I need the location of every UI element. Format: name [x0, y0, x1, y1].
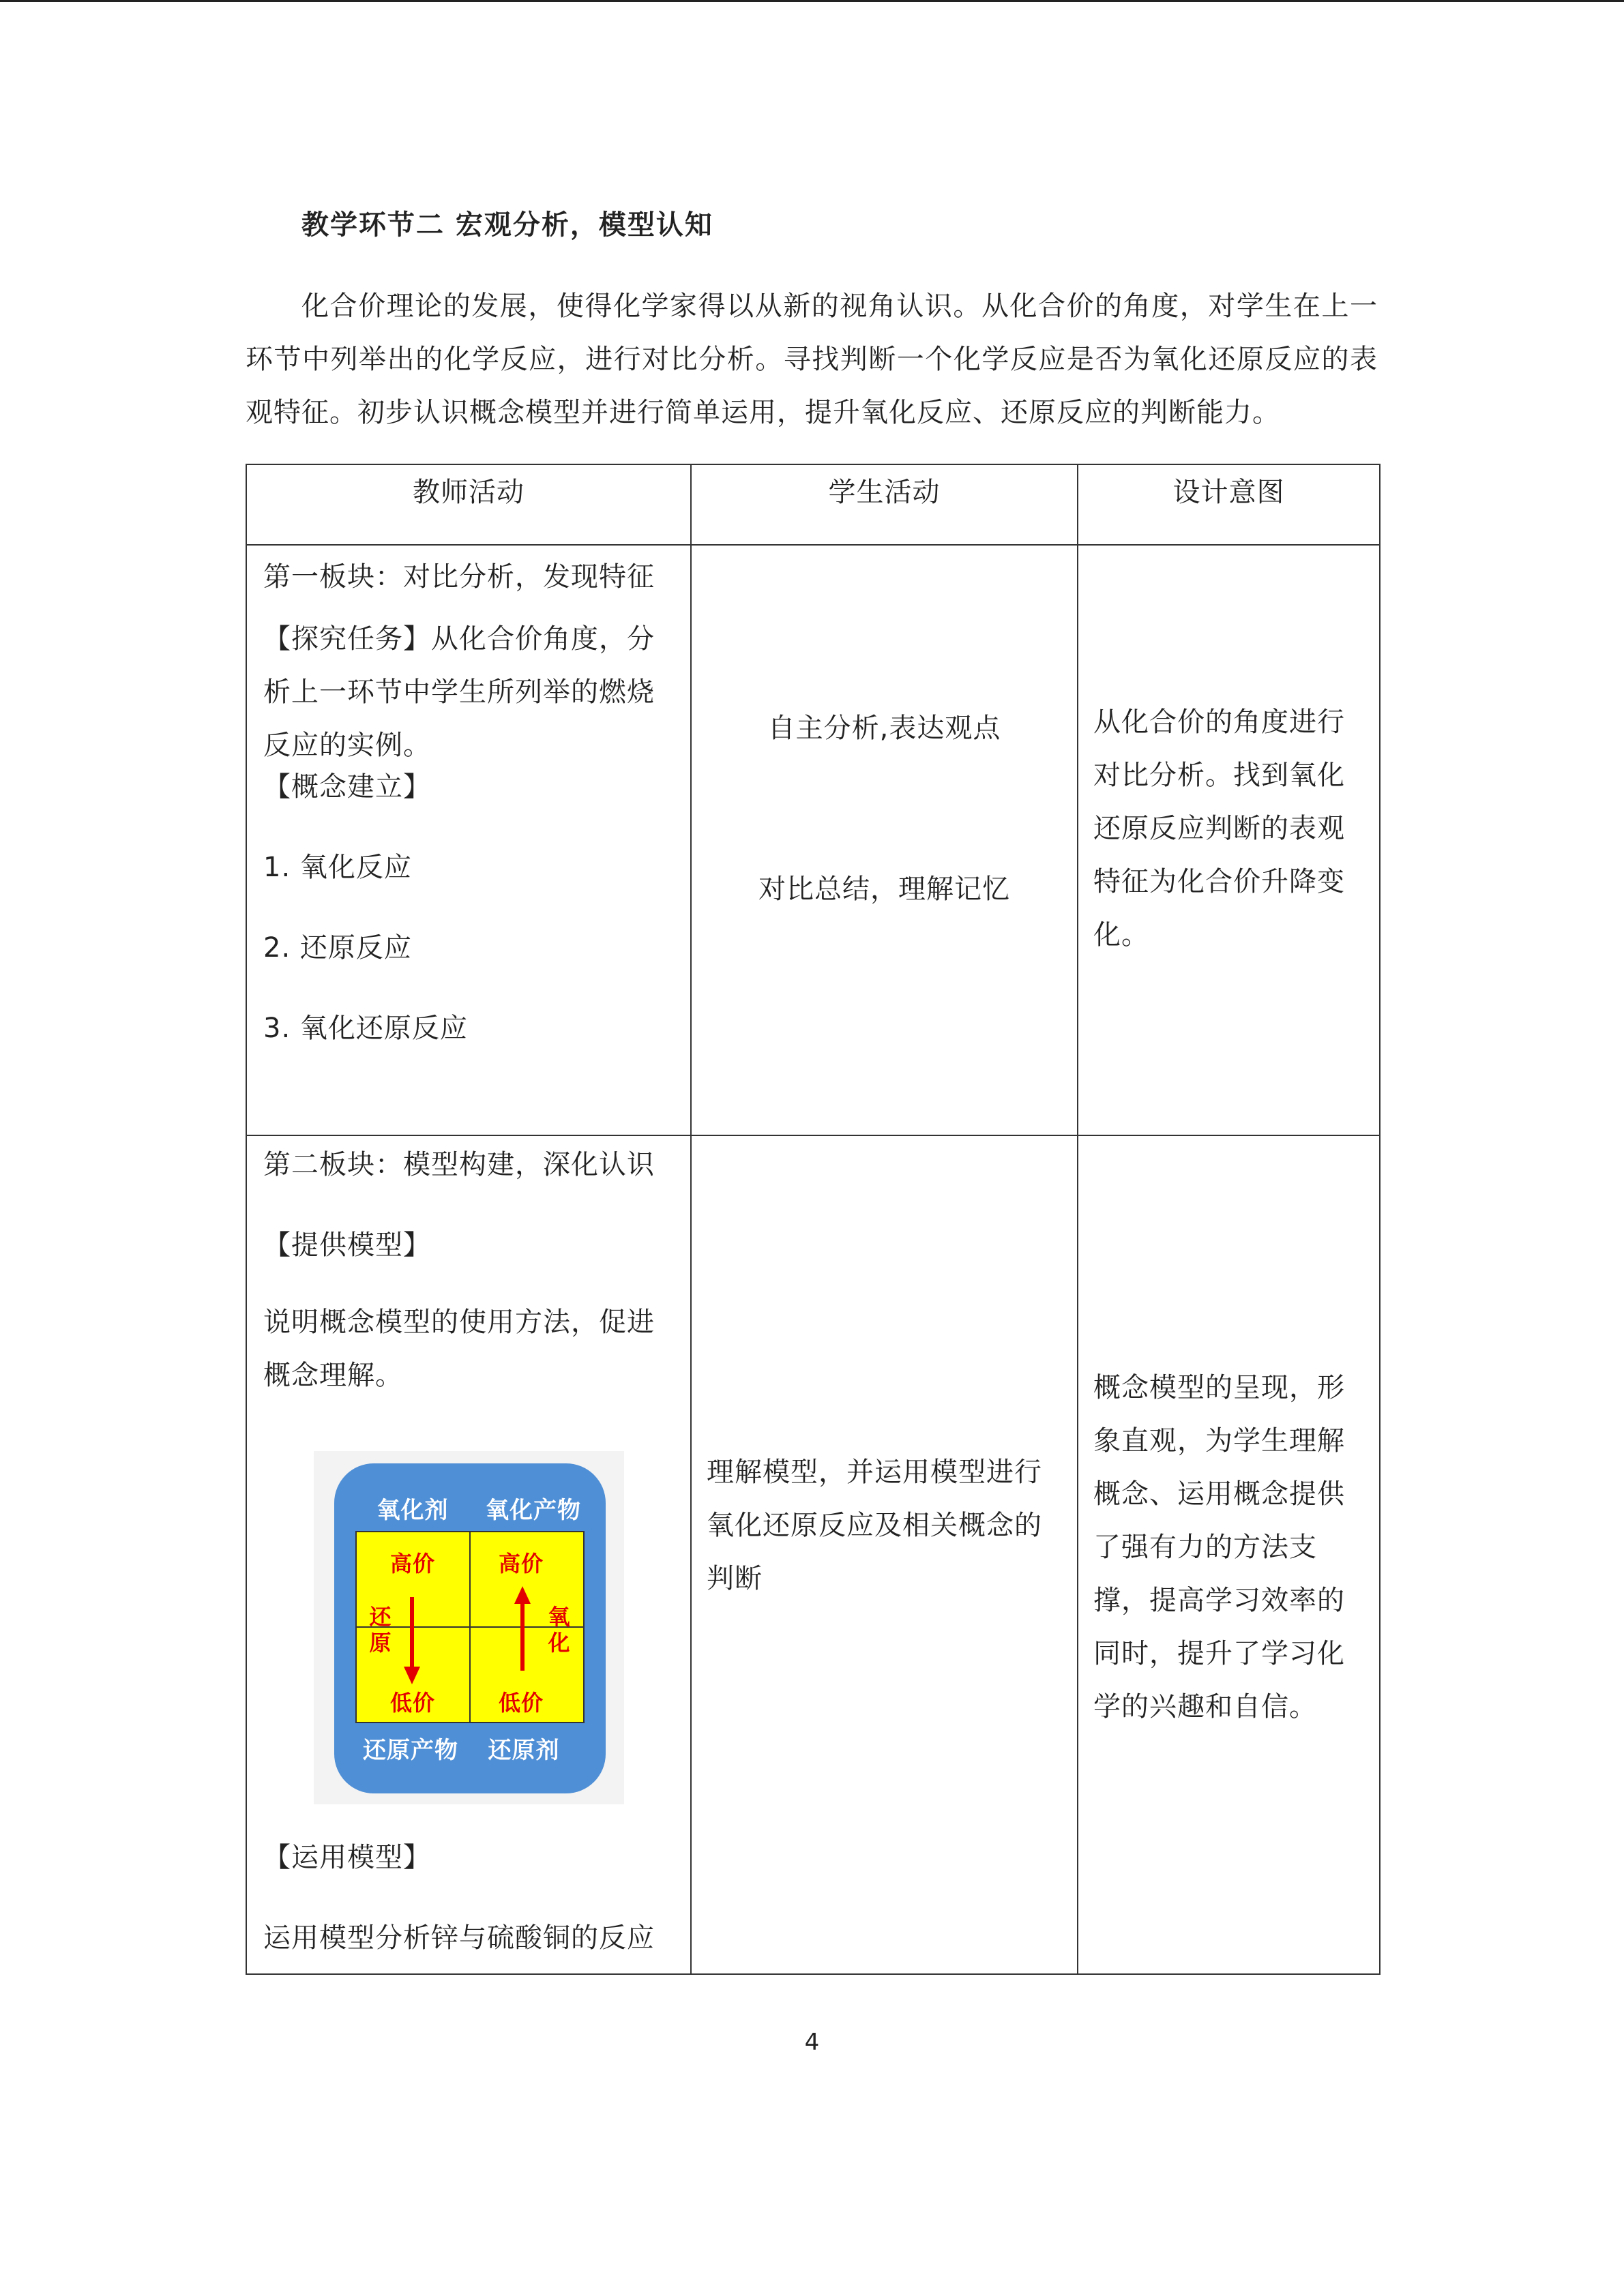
concept-build-label: 【概念建立】	[263, 771, 431, 803]
concept-item-2: 2. 还原反应	[263, 932, 412, 964]
provide-model-label: 【提供模型】	[263, 1229, 431, 1261]
label-low-valence-left: 低价	[389, 1690, 436, 1716]
design-intent-2: 概念模型的呈现，形象直观，为学生理解概念、运用概念提供了强有力的方法支撑，提高学习效率的同时，提升了学习化学的兴趣和自信。	[1093, 1372, 1345, 1723]
concept-item-1: 1. 氧化反应	[263, 852, 412, 883]
label-high-valence-right: 高价	[498, 1551, 544, 1577]
lesson-plan-table	[246, 464, 1381, 1975]
label-oxidant: 氧化剂	[377, 1497, 449, 1524]
student-cell-block-1	[691, 545, 1078, 1135]
label-reduction-product: 还原产物	[363, 1737, 458, 1764]
student-cell-block-2	[691, 1135, 1078, 1974]
table-header-row	[246, 464, 1380, 545]
label-reduction-char-1: 还	[369, 1604, 392, 1630]
intro-paragraph: 化合价理论的发展，使得化学家得以从新的视角认识。从化合价的角度，对学生在上一环节中列举出的化学反应，进行对比分析。寻找判断一个化学反应是否为氧化还原反应的表观特征。初步认识概念模型并进行简单运用，提升氧化反应、还原反应的判断能力。	[246, 290, 1378, 428]
label-reductant: 还原剂	[488, 1737, 560, 1764]
label-high-valence-left: 高价	[389, 1551, 436, 1577]
provide-model-text: 说明概念模型的使用方法，促进概念理解。	[263, 1307, 655, 1391]
header-student-activity: 学生活动	[691, 464, 1078, 545]
teacher-cell-block-2	[246, 1135, 691, 1974]
redox-concept-model-diagram	[314, 1451, 624, 1804]
intent-cell-block-2	[1078, 1135, 1380, 1974]
inquiry-task-text: 【探究任务】从化合价角度，分析上一环节中学生所列举的燃烧反应的实例。	[263, 623, 655, 761]
student-activity-1a: 自主分析,表达观点	[767, 713, 1001, 744]
apply-model-label: 【运用模型】	[263, 1842, 431, 1873]
block-1-title: 第一板块：对比分析，发现特征	[263, 561, 655, 593]
table-row-block-2	[246, 1135, 1380, 1974]
student-activity-2: 理解模型，并运用模型进行氧化还原反应及相关概念的判断	[707, 1457, 1042, 1594]
top-border-line	[0, 0, 1624, 2]
section-heading: 教学环节二 宏观分析，模型认知	[301, 209, 713, 241]
label-low-valence-right: 低价	[498, 1690, 544, 1716]
concept-item-3: 3. 氧化还原反应	[263, 1013, 468, 1044]
apply-model-text: 运用模型分析锌与硫酸铜的反应	[263, 1922, 655, 1954]
teacher-cell-block-1	[246, 545, 691, 1135]
design-intent-1: 从化合价的角度进行对比分析。找到氧化还原反应判断的表观特征为化合价升降变化。	[1093, 706, 1345, 951]
label-oxidation-char-1: 氧	[548, 1604, 571, 1630]
block-2-title: 第二板块：模型构建，深化认识	[263, 1149, 655, 1180]
label-oxidation-product: 氧化产物	[486, 1497, 581, 1524]
label-oxidation-char-2: 化	[548, 1630, 571, 1656]
table-row-block-1	[246, 545, 1380, 1135]
label-reduction-char-2: 原	[369, 1630, 392, 1656]
header-teacher-activity: 教师活动	[246, 464, 691, 545]
page-number: 4	[804, 2029, 820, 2056]
student-activity-1b: 对比总结，理解记忆	[758, 874, 1010, 905]
header-design-intent: 设计意图	[1078, 464, 1380, 545]
intent-cell-block-1	[1078, 545, 1380, 1135]
